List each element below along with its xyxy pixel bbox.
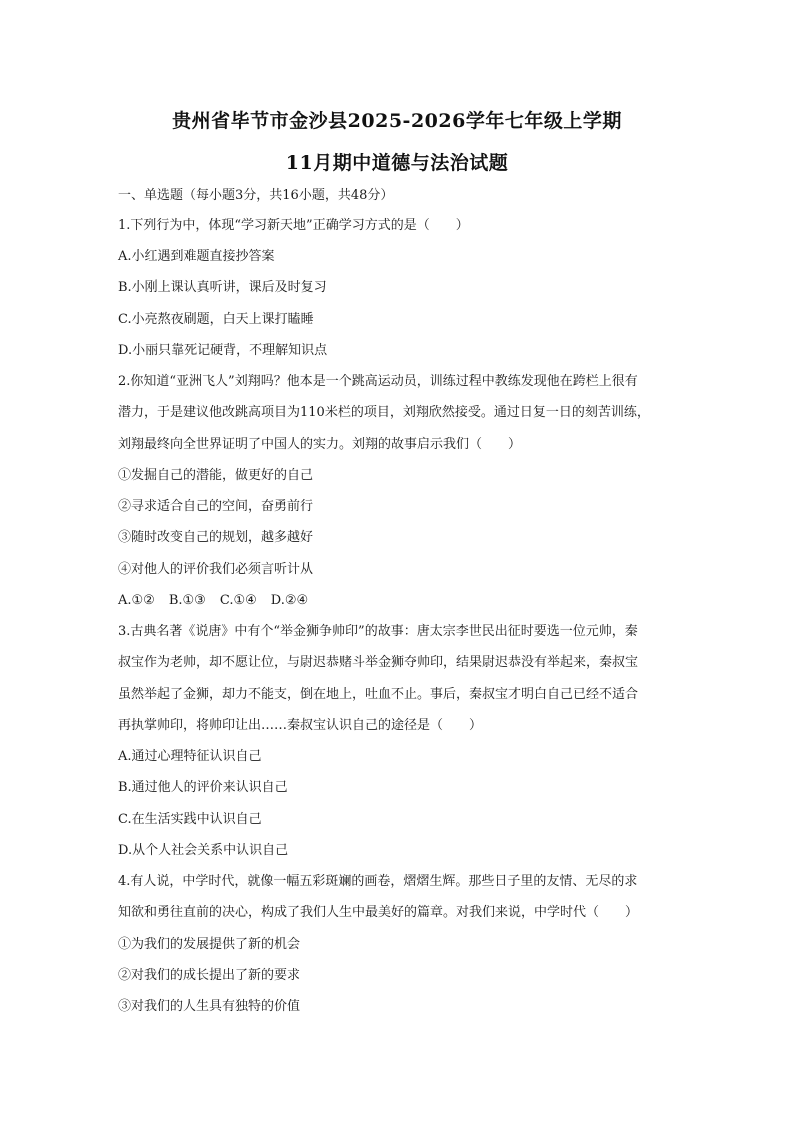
question-3-stem-line-2: 叔宝作为老帅，却不愿让位，与尉迟恭赌斗举金狮夺帅印，结果尉迟恭没有举起来，秦叔宝 [118,655,639,670]
question-3-option-c: C.在生活实践中认识自己 [118,812,262,827]
question-3-stem-line-1: 3.古典名著《说唐》中有个“举金狮争帅印”的故事：唐太宗李世民出征时要选一位元帅，秦 [118,624,638,639]
question-2-stem-line-1: 2.你知道“亚洲飞人”刘翔吗？他本是一个跳高运动员，训练过程中教练发现他在跨栏上很有 [118,374,638,389]
question-1-option-c: C.小亮熬夜刷题，白天上课打瞌睡 [118,312,314,327]
question-2-options-row [118,592,684,610]
question-2-statement-1: ①发掘自己的潜能，做更好的自己 [118,468,314,483]
section-heading: 一、单选题（每小题3分，共16小题，共48分） [118,188,394,203]
question-1-option-b: B.小刚上课认真听讲，课后及时复习 [118,280,327,295]
question-2-stem-line-3: 刘翔最终向全世界证明了中国人的实力。刘翔的故事启示我们（ ） [118,437,522,452]
question-2-statement-4: ④对他人的评价我们必须言听计从 [118,562,314,577]
exam-title-line-1: 贵州省毕节市金沙县2025-2026学年七年级上学期 [172,110,622,132]
question-3-stem-line-4: 再执掌帅印，将帅印让出……秦叔宝认识自己的途径是（ ） [118,718,483,733]
question-4-stem-line-1: 4.有人说，中学时代，就像一幅五彩斑斓的画卷，熠熠生辉。那些日子里的友情、无尽的求 [118,874,638,889]
question-2-statement-3: ③随时改变自己的规划，越多越好 [118,530,314,545]
question-2-statement-2: ②寻求适合自己的空间，奋勇前行 [118,499,314,514]
question-1-stem: 1.下列行为中，体现“学习新天地”正确学习方式的是（ ） [118,218,469,233]
question-3-option-b: B.通过他人的评价来认识自己 [118,780,288,795]
question-2-option-c: C.①④ [219,593,257,608]
question-2-stem-line-2: 潜力，于是建议他改跳高项目为110米栏的项目，刘翔欣然接受。通过日复一日的刻苦训练， [118,405,650,420]
question-4-stem-line-2: 知欲和勇往直前的决心，构成了我们人生中最美好的篇章。对我们来说，中学时代（ ） [118,905,639,920]
question-3-option-d: D.从个人社会关系中认识自己 [118,843,289,858]
question-1-option-d: D.小丽只靠死记硬背，不理解知识点 [118,343,328,358]
question-2-option-d: D.②④ [270,593,309,608]
question-3-stem-line-3: 虽然举起了金狮，却力不能支，倒在地上，吐血不止。事后，秦叔宝才明白自己已经不适合 [118,687,639,702]
question-2-option-a: A.①② [118,593,155,608]
question-3-option-a: A.通过心理特征认识自己 [118,749,262,764]
question-1-option-a: A.小红遇到难题直接抄答案 [118,249,275,264]
question-2-option-b: B.①③ [168,593,206,608]
exam-title-line-2: 11月期中道德与法治试题 [285,152,509,174]
question-4-statement-1: ①为我们的发展提供了新的机会 [118,937,301,952]
question-4-statement-2: ②对我们的成长提出了新的要求 [118,968,301,983]
question-4-statement-3: ③对我们的人生具有独特的价值 [118,999,301,1014]
